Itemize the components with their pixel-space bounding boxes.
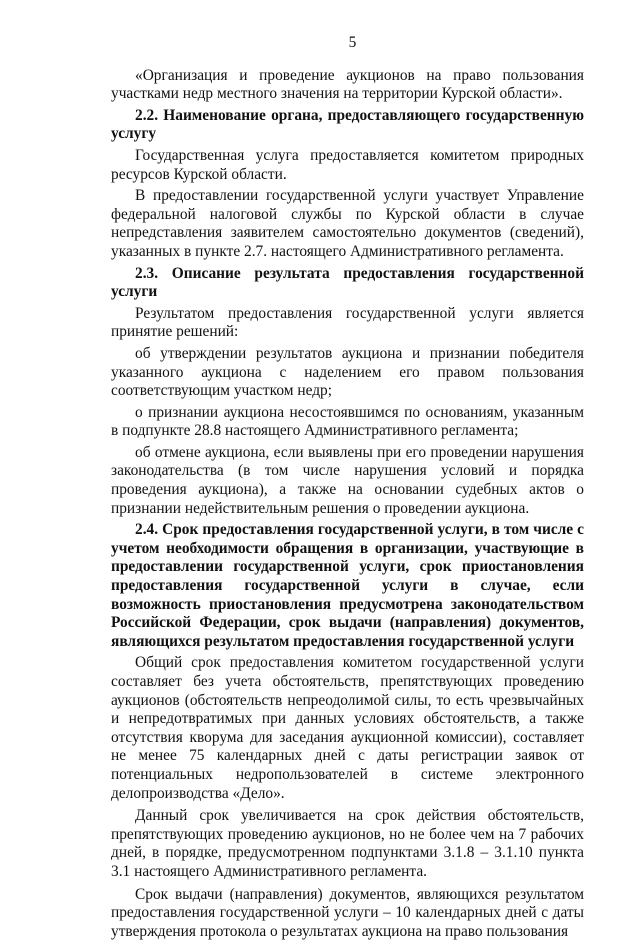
paragraph-result-approval: об утверждении результатов аукциона и признании победителя указанного аукциона с наделением его правом пользования соответствующим участком недр; <box>111 344 584 400</box>
paragraph-result-failed: о признании аукциона несостоявшимся по основаниям, указанным в подпункте 28.8 настоящего Административного регламента; <box>111 403 584 440</box>
paragraph-result-intro: Результатом предоставления государственной услуги является принятие решений: <box>111 304 584 341</box>
heading-2-2: 2.2. Наименование органа, предоставляющего государственную услугу <box>111 106 584 143</box>
paragraph-term-extension: Данный срок увеличивается на срок действия обстоятельств, препятствующих проведению аукционов, но не более чем на 7 рабочих дней, в порядке, предусмотренном подпунктами 3.1.8 – 3.1.10 пункта 3.1 настоящего Административного регламента. <box>111 807 584 880</box>
paragraph-quote-title: «Организация и проведение аукционов на право пользования участками недр местного значения на территории Курской области». <box>111 66 584 103</box>
paragraph-term-issuance: Срок выдачи (направления) документов, являющихся результатом предоставления государственной услуги – 10 календарных дней с даты утверждения протокола о результатах аукциона на право пользования <box>111 885 584 940</box>
paragraph-term-general: Общий срок предоставления комитетом государственной услуги составляет без учета обстоятельств, препятствующих проведению аукционов (обстоятельств непреодолимой силы, то есть чрезвычайных и непредотвратимых при данных условиях обстоятельств, а также отсутствия кворума для заседания аукционной комиссии), составляет не менее 75 календарных дней с даты регистрации заявок от потенциальных недропользователей в системе электронного делопроизводства «Дело». <box>111 654 584 802</box>
heading-2-4: 2.4. Срок предоставления государственной услуги, в том числе с учетом необходимости обращения в организации, участвующие в предоставлении государственной услуги, срок приостановления предоставления государственной услуги в случае, если возможность приостановления предусмотрена законодательством Российской Федерации, срок выдачи (направления) документов, являющихся результатом предоставления государственной услуги <box>111 521 584 650</box>
paragraph-provider: Государственная услуга предоставляется комитетом природных ресурсов Курской области. <box>111 146 584 183</box>
heading-2-3: 2.3. Описание результата предоставления государственной услуги <box>111 264 584 301</box>
paragraph-participant: В предоставлении государственной услуги участвует Управление федеральной налоговой службы по Курской области в случае непредставления заявителем самостоятельно документов (сведений), указанных в пункте 2.7. настоящего Административного регламента. <box>111 187 584 260</box>
page-number: 5 <box>348 34 357 51</box>
paragraph-result-cancel: об отмене аукциона, если выявлены при его проведении нарушения законодательства (в том числе нарушения условий и порядка проведения аукциона), а также на основании судебных актов о признании недействительным решения о проведении аукциона. <box>111 443 584 517</box>
